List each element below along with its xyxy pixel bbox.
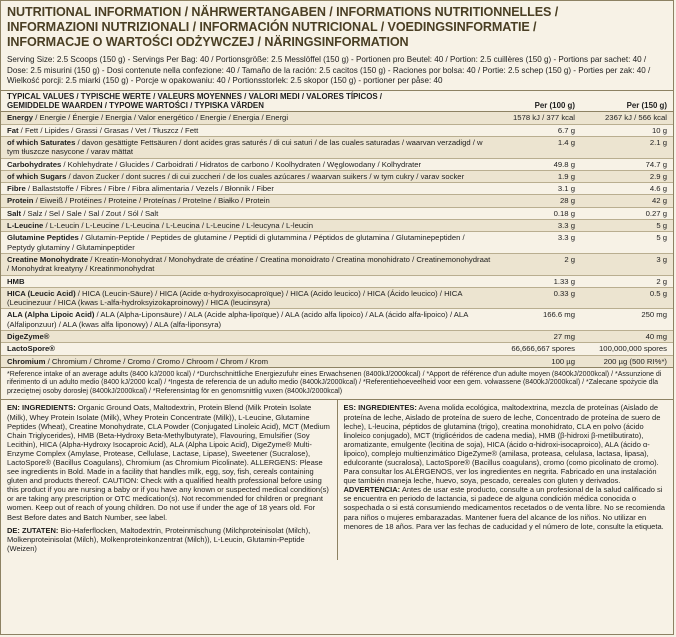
nutrient-label <box>1 112 499 124</box>
table-row <box>1 207 673 219</box>
value-per-100g: 27 mg <box>499 331 581 343</box>
value-per-150g: 5 g <box>581 232 673 254</box>
table-row <box>1 220 673 232</box>
reference-intake-footnote: *Reference intake of an average adults (8400 kJ/2000 kcal) / *Durchschnittliche Energiezufuhr eines Erwachsenen (8400kJ/2000kcal) / *Apport de référence d'un adulte moyen (8400kJ/2000kcal) / *Assunzione di riferimento di un adulto medio (8400 kJ/2000 kcal) / *Ingesta de referencia de un adulto medio (8400kJ/2000kcal) / *Referentiehoeveelheid voor een gem. volwassene (8400kJ/2000kcal) / *Zalecane spożycie dla przeciętnej osoby dorosłej (8400kJ/2000kcal) / *Referensintag för en genomsnittlig vuxen (8400kJ/2000kcal) <box>1 368 673 401</box>
warning-es-heading: ADVERTENCIA: <box>343 485 401 495</box>
value-per-150g: 200 µg (500 RI%*) <box>581 355 673 367</box>
value-per-100g: 3.3 g <box>499 232 581 254</box>
value-per-150g: 0.5 g <box>581 287 673 309</box>
value-per-150g: 42 g <box>581 195 673 207</box>
nutrient-label <box>1 275 499 287</box>
value-per-150g: 2367 kJ / 566 kcal <box>581 112 673 124</box>
value-per-100g: 1578 kJ / 377 kcal <box>499 112 581 124</box>
table-row <box>1 112 673 124</box>
table-row <box>1 343 673 355</box>
nutrient-label <box>1 220 499 232</box>
nutrient-translations: / Energie / Énergie / Energia / Valor energético / Energie / Energia / Energi <box>33 113 289 123</box>
nutrient-translations: / L-Leucin / L-Leucine / L-Leucina / L-Leucina / L-Leucine / L-leucyna / L-leucin <box>43 221 313 231</box>
nutrient-translations: / Chromium / Chrome / Cromo / Cromo / Chroom / Chrom / Krom <box>45 356 268 366</box>
nutrient-translations: / Kohlehydrate / Glucides / Carboidrati / Hidratos de carbono / Koolhydraten / Węglowodany / Kolhydrater <box>61 159 422 169</box>
header-per-150g: Per (150 g) <box>581 91 673 112</box>
nutrient-label <box>1 158 499 170</box>
nutrient-translations: / Salz / Sel / Sale / Sal / Zout / Sól / Salt <box>21 208 159 218</box>
nutrient-translations: / HICA (Leucin-Säure) / HICA (Acide α-hydroxyisocaproïque) / HICA (Acido leucico) / HICA (Ácido leucico) / HICA (Leucinezuur / HICA (kwas L-alfa-hydroksyizokaproinowy) / HICA (leucinsyra) <box>7 288 463 308</box>
title-line: NUTRITIONAL INFORMATION / NÄHRWERTANGABEN / INFORMATIONS NUTRITIONNELLES / <box>7 5 559 19</box>
nutrient-name: L-Leucine <box>7 221 44 231</box>
table-row <box>1 253 673 275</box>
title-line: INFORMAZIONI NUTRIZIONALI / INFORMACIÓN NUTRICIONAL / VOEDINGSINFORMATIE / <box>7 20 537 34</box>
nutrient-translations: / Kreatin-Monohydrat / Monohydrate de créatine / Creatina monoidrato / Creatina monohidrato / Creatinemonohydraat / Monohydrat kreatyny / Kreatinmonohydrat <box>7 254 491 274</box>
ingredients-section <box>1 400 673 560</box>
nutrient-name: Chromium <box>7 356 46 366</box>
value-per-100g: 0.18 g <box>499 207 581 219</box>
nutrient-label <box>1 287 499 309</box>
table-row <box>1 158 673 170</box>
nutrient-label <box>1 136 499 158</box>
nutrient-label <box>1 232 499 254</box>
serving-line: Serving Size: 2.5 Scoops (150 g) - Servings Per Bag: 40 / Portionsgröße: 2.5 Messlöffel (150 g) - Portionen pro Beutel: 40 / Portion: 2.5 cuillères (150 g) - Portions par sachet: 40 / <box>7 55 647 64</box>
ingredients-en <box>7 403 331 521</box>
nutrient-translations: / Eiweiß / Protéines / Proteine / Proteínas / Proteïne / Białko / Protein <box>33 196 270 206</box>
serving-line: Dose: 2.5 misurini (150 g) - Dosi contenute nella confezione: 40 / Tamaño de la ración: 2.5 cacitos (150 g) - Raciones por bolsa: 40 / Portie: 2.5 schep (150 g) - Porties per zak: 40 / <box>7 65 651 75</box>
nutrient-name: HMB <box>7 276 25 286</box>
value-per-100g: 100 µg <box>499 355 581 367</box>
ingredients-es-text: Avena molida ecológica, maltodextrina, mezcla de proteínas (Aislado de proteína de leche, Aislado de proteína de suero de leche, Concentrado de proteína de suero de leche), L-leucina, péptidos de glutamina (trigo), creatina monohidrato, CLA en polvo (ácido linoleico conjugado), MCT (triglicéridos de cadena media), HMB (β-hidroxi β-metilbutirato), aromatizante, emulgente (lecitina de soja), HICA (ácido α-hidroxi-isocaproico), ALA (ácido α-lipoico), complejo multienzimático DigeZyme® (amilasa, proteasa, celulasa, lactasa, lipasa), edulcorante (sucralosa), LactoSpore® (Bacillus coagulans), cromo (como picolinato de cromo). Para consultar los ALÉRGENOS, ver los ingredientes en negrita. Fabricado en una instalación que también maneja leche, huevo, soya, pescado, cereales con gluten y derivados. <box>343 403 661 486</box>
value-per-100g: 49.8 g <box>499 158 581 170</box>
ingredients-column-left <box>1 400 338 560</box>
ingredients-de <box>7 526 331 553</box>
nutrient-name: DigeZyme® <box>7 332 50 342</box>
nutrient-label <box>1 124 499 136</box>
value-per-150g: 2.1 g <box>581 136 673 158</box>
ingredients-de-heading: DE: ZUTATEN: <box>7 525 59 535</box>
nutrient-label <box>1 343 499 355</box>
label-title <box>1 1 673 52</box>
serving-info <box>1 52 673 91</box>
table-header <box>1 91 673 112</box>
nutrient-label <box>1 309 499 331</box>
nutrient-name: Protein <box>7 196 34 206</box>
nutrient-name: ALA (Alpha Lipoic Acid) <box>7 310 95 320</box>
value-per-150g: 10 g <box>581 124 673 136</box>
nutrient-name: Energy <box>7 113 34 123</box>
header-per-100g: Per (100 g) <box>499 91 581 112</box>
value-per-100g: 6.7 g <box>499 124 581 136</box>
ingredients-column-right <box>338 400 674 560</box>
table-row <box>1 136 673 158</box>
nutrient-name: LactoSpore® <box>7 344 55 354</box>
value-per-100g: 0.33 g <box>499 287 581 309</box>
value-per-150g: 74.7 g <box>581 158 673 170</box>
table-row <box>1 170 673 182</box>
serving-line: Wielkość porcji: 2.5 miarki (150 g) - Porcje w opakowaniu: 40 / Portionsstorlek: 2.5 skopor (150 g) - portioner per påse: 40 <box>7 76 443 86</box>
value-per-150g: 40 mg <box>581 331 673 343</box>
nutrient-label <box>1 170 499 182</box>
header-label-line: GEMIDDELDE WAARDEN / TYPOWE WARTOŚCI / TYPISKA VÄRDEN <box>7 101 264 111</box>
nutrient-label <box>1 331 499 343</box>
value-per-100g: 1.4 g <box>499 136 581 158</box>
header-label <box>1 91 499 112</box>
nutrient-name: HICA (Leucic Acid) <box>7 288 76 298</box>
ingredients-en-heading: EN: INGREDIENTS: <box>7 403 76 413</box>
title-line: INFORMACJE O WARTOŚCI ODŻYWCZEJ / NÄRINGSINFORMATION <box>7 35 409 49</box>
header-label-line: TYPICAL VALUES / TYPISCHE WERTE / VALEURS MOYENNES / VALORI MEDI / VALORES TÍPICOS / <box>7 91 382 101</box>
ingredients-es <box>344 403 668 485</box>
value-per-150g: 2 g <box>581 275 673 287</box>
table-row <box>1 287 673 309</box>
value-per-100g: 28 g <box>499 195 581 207</box>
value-per-100g: 3.1 g <box>499 183 581 195</box>
value-per-150g: 3 g <box>581 253 673 275</box>
nutrient-name: Carbohydrates <box>7 159 62 169</box>
nutrient-name: Glutamine Peptides <box>7 233 79 243</box>
value-per-100g: 3.3 g <box>499 220 581 232</box>
nutrient-translations: / Fett / Lipides / Grassi / Grasas / Vet / Tłuszcz / Fett <box>18 125 199 135</box>
value-per-100g: 166.6 mg <box>499 309 581 331</box>
value-per-150g: 100,000,000 spores <box>581 343 673 355</box>
nutrient-name: Fibre <box>7 184 26 194</box>
nutrient-label <box>1 355 499 367</box>
value-per-100g: 66,666,667 spores <box>499 343 581 355</box>
table-row <box>1 331 673 343</box>
warning-es-text: Antes de usar este producto, consulte a un profesional de la salud calificado si se encuentra en periodo de lactancia, si padece de alguna condición médica conocida o sospechada o si está consumiendo medicamentos recetados o de venta libre. No se recomienda para niños o mujeres embarazadas. Mantener fuera del alcance de los niños. No utilizar en menores de 18 años. Para ver las fechas de caducidad y el número de lote, consulte la etiqueta. <box>343 485 665 531</box>
nutrient-translations: / Ballaststoffe / Fibres / Fibre / Fibra alimentaria / Vezels / Błonnik / Fiber <box>25 184 274 194</box>
nutrient-translations: / ALA (Alpha-Liponsäure) / ALA (Acide alpha-lipoïque) / ALA (acido alfa lipoico) / ALA (ácido alfa-lipoico) / ALA (Alfaliponzuur) / ALA (kwas alfa liponowy) / ALA (alfa-liponsyra) <box>7 310 468 329</box>
ingredients-de-text: Bio-Haferflocken, Maltodextrin, Proteinmischung (Milchproteinisolat (Milch), Molkenproteinisolat (Milch), Molkenproteinkonzentrat (Milch)), L-Leucin, Glutamin-Peptide (Weizen) <box>7 525 311 553</box>
warning-es <box>344 485 668 530</box>
value-per-100g: 1.33 g <box>499 275 581 287</box>
value-per-100g: 1.9 g <box>499 170 581 182</box>
nutrient-name: Salt <box>7 208 22 218</box>
nutrient-label <box>1 183 499 195</box>
table-row <box>1 183 673 195</box>
value-per-150g: 250 mg <box>581 309 673 331</box>
nutrient-label <box>1 253 499 275</box>
nutrient-name: Fat <box>7 125 19 135</box>
table-row <box>1 195 673 207</box>
nutrient-name: of which Sugars <box>7 171 67 181</box>
ingredients-en-text: Organic Ground Oats, Maltodextrin, Protein Blend (Milk Protein Isolate (Milk), Whey Protein Isolate (Milk), Whey Protein Concentrate (Milk)), L-Leucine, Glutamine Peptides (Wheat), Creatine Monohydrate, CLA Powder (Conjugated Linoleic Acid), MCT (Medium Chain Triglycerides), HMB (Beta-Hydroxy Beta-Methylbutyrate), Flavouring, Emulsifier (Soy Lecithin), HICA (Alpha-Hydroxy Isocaproic Acid), ALA (Alpha Lipoic Acid), DigeZyme® Multi-Enzyme Complex (Amylase, Protease, Cellulase, Lactase, Lipase), Sweetener (Sucralose), LactoSpore® (Bacillus Coagulans), Chromium (as Chromium Picolinate). ALLERGENS: Please see ingredients in Bold. Made in a facility that handles milk, egg, soy, fish, cereals containing gluten and products thereof. CAUTION: Check with a qualified health professional before using this product if you are nursing a baby or if you have any known or suspected medical condition(s) or are taking any prescription or OTC medication(s). Not recommended for children or pregnant women. Keep out of reach of young children. Do not use if under the age of 18 years old. For Best Before dates and Batch Number, see label. <box>7 403 330 522</box>
value-per-150g: 0.27 g <box>581 207 673 219</box>
nutrient-translations: / davon Zucker / dont sucres / di cui zuccheri / de los cuales azúcares / waarvan suikers / w tym cukry / varav socker <box>66 171 465 181</box>
value-per-100g: 2 g <box>499 253 581 275</box>
table-row <box>1 232 673 254</box>
nutrient-label <box>1 195 499 207</box>
nutrition-table <box>1 91 673 368</box>
nutrient-label <box>1 207 499 219</box>
value-per-150g: 2.9 g <box>581 170 673 182</box>
table-row <box>1 275 673 287</box>
value-per-150g: 5 g <box>581 220 673 232</box>
nutrient-name: Creatine Monohydrate <box>7 254 89 264</box>
nutrient-translations: / davon gesättigte Fettsäuren / dont acides gras saturés / di cui saturi / de las cuales saturadas / waarvan verzadigd / w tym tłuszcze nasycone / varav mättat <box>7 137 483 157</box>
table-row <box>1 124 673 136</box>
nutrient-translations: / Glutamin-Peptide / Peptides de glutamine / Peptidi di glutammina / Péptidos de glutamina / Glutaminepeptiden / Peptydy glutaminy / Glutaminpeptider <box>7 233 465 252</box>
table-row <box>1 309 673 331</box>
value-per-150g: 4.6 g <box>581 183 673 195</box>
table-row <box>1 355 673 367</box>
nutrient-name: of which Saturates <box>7 137 76 147</box>
ingredients-es-heading: ES: INGREDIENTES: <box>343 403 417 413</box>
